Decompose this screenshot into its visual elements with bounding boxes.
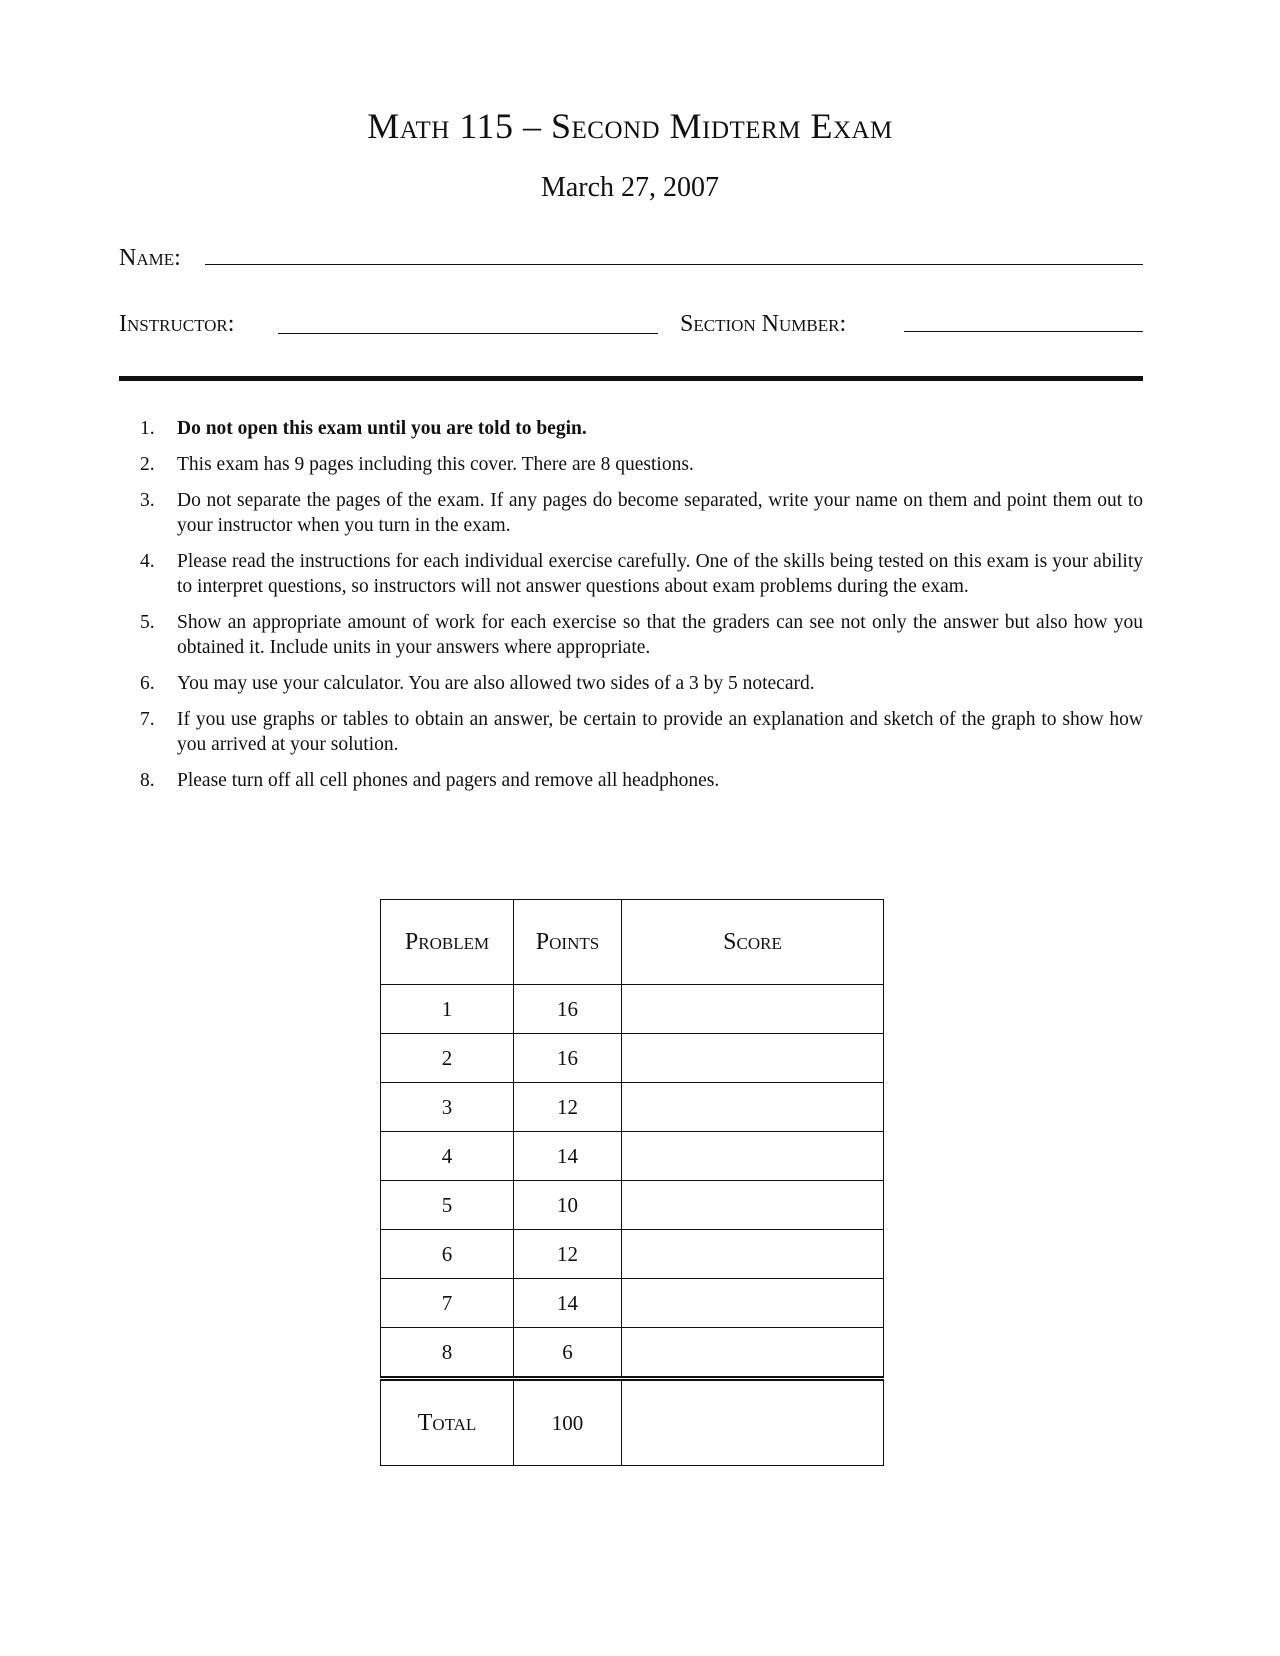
problem-cell: 5: [381, 1181, 514, 1230]
item-text: Do not open this exam until you are told to begin.: [177, 418, 587, 439]
item-number: 1.: [140, 418, 155, 439]
list-item: [140, 416, 1143, 441]
section-number-label: Section Number:: [680, 311, 847, 337]
score-cell[interactable]: [622, 985, 884, 1034]
score-table: [380, 899, 884, 1466]
item-number: 8.: [140, 770, 155, 791]
item-text: If you use graphs or tables to obtain an answer, be certain to provide an explanation and sketch of the graph to show how you arrived at your solution.: [177, 709, 1143, 755]
table-row: [381, 1132, 884, 1181]
problem-cell: 8: [381, 1328, 514, 1379]
total-label: Total: [381, 1379, 514, 1466]
name-field[interactable]: [205, 264, 1143, 265]
table-row: [381, 985, 884, 1034]
page-title: Math 115 – Second Midterm Exam: [367, 106, 893, 146]
score-cell[interactable]: [622, 1034, 884, 1083]
name-label: Name:: [119, 245, 181, 271]
points-cell: 14: [514, 1132, 622, 1181]
item-number: 2.: [140, 454, 155, 475]
item-text: This exam has 9 pages including this cover. There are 8 questions.: [177, 454, 694, 475]
item-text: Please turn off all cell phones and pagers and remove all headphones.: [177, 770, 720, 791]
problem-cell: 3: [381, 1083, 514, 1132]
problem-cell: 4: [381, 1132, 514, 1181]
problem-cell: 6: [381, 1230, 514, 1279]
points-cell: 16: [514, 1034, 622, 1083]
problem-cell: 7: [381, 1279, 514, 1328]
table-row: [381, 1230, 884, 1279]
score-cell[interactable]: [622, 1230, 884, 1279]
header-divider: [119, 376, 1143, 381]
score-cell[interactable]: [622, 1279, 884, 1328]
item-number: 4.: [140, 551, 155, 572]
list-item: [140, 452, 1143, 477]
item-number: 7.: [140, 709, 155, 730]
column-header-points: Points: [514, 900, 622, 985]
item-number: 6.: [140, 673, 155, 694]
item-number: 5.: [140, 612, 155, 633]
points-cell: 12: [514, 1230, 622, 1279]
item-text: Show an appropriate amount of work for each exercise so that the graders can see not only the answer but also how you obtained it. Include units in your answers where appropriate.: [177, 612, 1143, 658]
instructor-label: Instructor:: [119, 311, 235, 337]
score-cell[interactable]: [622, 1083, 884, 1132]
total-row: [381, 1379, 884, 1466]
table-header-row: [381, 900, 884, 985]
instructor-field[interactable]: [278, 333, 658, 334]
column-header-problem: Problem: [381, 900, 514, 985]
list-item: [140, 707, 1143, 757]
points-cell: 6: [514, 1328, 622, 1379]
score-cell[interactable]: [622, 1328, 884, 1379]
item-text: You may use your calculator. You are also allowed two sides of a 3 by 5 notecard.: [177, 673, 815, 694]
instructions-list: [140, 416, 1143, 804]
exam-date: March 27, 2007: [540, 172, 720, 203]
list-item: [140, 549, 1143, 599]
score-cell[interactable]: [622, 1132, 884, 1181]
section-number-field[interactable]: [904, 331, 1143, 332]
points-cell: 14: [514, 1279, 622, 1328]
list-item: [140, 488, 1143, 538]
table-row: [381, 1328, 884, 1379]
item-text: Please read the instructions for each individual exercise carefully. One of the skills being tested on this exam is your ability to interpret questions, so instructors will not answer questions about exam problems during the exam.: [177, 551, 1143, 597]
points-cell: 12: [514, 1083, 622, 1132]
table-row: [381, 1181, 884, 1230]
table-row: [381, 1083, 884, 1132]
table-row: [381, 1034, 884, 1083]
problem-cell: 2: [381, 1034, 514, 1083]
points-cell: 16: [514, 985, 622, 1034]
list-item: [140, 610, 1143, 660]
list-item: [140, 671, 1143, 696]
score-cell[interactable]: [622, 1181, 884, 1230]
total-score-cell[interactable]: [622, 1379, 884, 1466]
problem-cell: 1: [381, 985, 514, 1034]
points-cell: 10: [514, 1181, 622, 1230]
list-item: [140, 768, 1143, 793]
column-header-score: Score: [622, 900, 884, 985]
item-number: 3.: [140, 490, 155, 511]
total-points-cell: 100: [514, 1379, 622, 1466]
table-row: [381, 1279, 884, 1328]
item-text: Do not separate the pages of the exam. If any pages do become separated, write your name on them and point them out to your instructor when you turn in the exam.: [177, 490, 1143, 536]
